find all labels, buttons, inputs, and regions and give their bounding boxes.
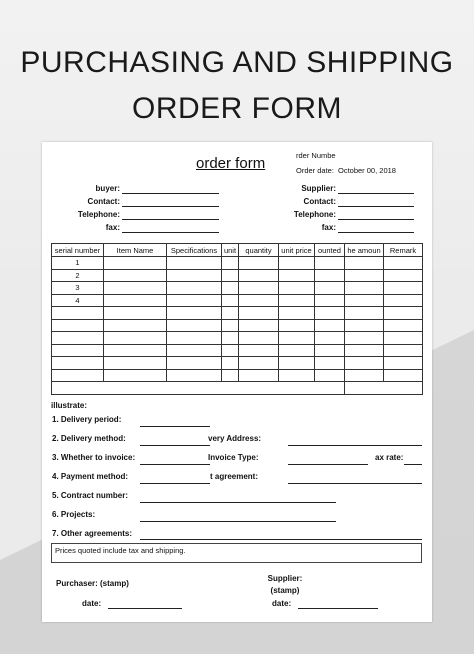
table-cell[interactable] xyxy=(52,307,104,320)
tax-rate-field[interactable] xyxy=(404,464,422,465)
invoice-type-label: Invoice Type: xyxy=(208,453,259,462)
supplier-contact-label: Contact: xyxy=(303,197,336,206)
form-title: order form xyxy=(196,155,266,172)
table-cell[interactable] xyxy=(239,369,279,382)
column-header: serial number xyxy=(52,244,104,257)
table-cell[interactable] xyxy=(167,269,222,282)
table-cell[interactable] xyxy=(239,357,279,370)
table-cell[interactable] xyxy=(345,282,384,295)
table-row xyxy=(52,332,423,345)
table-cell[interactable] xyxy=(167,257,222,270)
table-cell[interactable] xyxy=(167,282,222,295)
table-cell[interactable]: 1 xyxy=(52,257,104,270)
table-cell[interactable] xyxy=(384,269,423,282)
table-cell[interactable] xyxy=(239,282,279,295)
table-cell[interactable] xyxy=(104,319,167,332)
table-cell[interactable] xyxy=(104,307,167,320)
supplier-telephone-field[interactable] xyxy=(338,219,414,220)
table-cell[interactable] xyxy=(279,319,315,332)
table-cell[interactable] xyxy=(315,319,345,332)
supplier-telephone-label: Telephone: xyxy=(293,210,336,219)
table-cell[interactable] xyxy=(345,319,384,332)
table-cell[interactable] xyxy=(315,369,345,382)
tax-rate-label: ax rate: xyxy=(375,453,404,462)
prices-note-text: Prices quoted include tax and shipping. xyxy=(55,546,186,555)
whether-to-invoice-field[interactable] xyxy=(140,464,210,465)
table-cell[interactable] xyxy=(345,307,384,320)
table-cell[interactable] xyxy=(52,344,104,357)
table-cell[interactable] xyxy=(104,269,167,282)
column-header: unit xyxy=(222,244,239,257)
table-cell[interactable] xyxy=(104,357,167,370)
table-row xyxy=(52,307,423,320)
column-header: Item Name xyxy=(104,244,167,257)
agreement-label: t agreement: xyxy=(210,472,259,481)
delivery-period-label: 1. Delivery period: xyxy=(52,415,122,424)
supplier-label: Supplier: xyxy=(301,184,336,193)
order-number-label: rder Numbe xyxy=(296,151,336,160)
table-cell[interactable] xyxy=(345,369,384,382)
supplier-stamp-label-2: (stamp) xyxy=(270,586,300,595)
table-cell[interactable] xyxy=(384,357,423,370)
table-row xyxy=(52,257,423,270)
total-value-cell[interactable] xyxy=(345,382,423,395)
column-header: Remark xyxy=(384,244,423,257)
table-cell[interactable] xyxy=(222,294,239,307)
table-cell[interactable] xyxy=(222,357,239,370)
purchaser-date-label: date: xyxy=(82,599,102,608)
table-cell[interactable] xyxy=(279,369,315,382)
supplier-fax-label: fax: xyxy=(321,223,336,232)
buyer-contact-label: Contact: xyxy=(87,197,120,206)
illustrate-label: illustrate: xyxy=(51,401,88,410)
delivery-address-label: very Address: xyxy=(208,434,262,443)
buyer-field[interactable] xyxy=(122,193,219,194)
table-cell[interactable] xyxy=(239,307,279,320)
invoice-type-field[interactable] xyxy=(288,464,368,465)
column-header: unit price xyxy=(279,244,315,257)
table-cell[interactable] xyxy=(167,344,222,357)
table-cell[interactable]: 3 xyxy=(52,282,104,295)
table-cell[interactable] xyxy=(104,282,167,295)
table-cell[interactable] xyxy=(315,307,345,320)
table-cell[interactable] xyxy=(384,282,423,295)
table-cell[interactable] xyxy=(239,319,279,332)
order-date-label: Order date: xyxy=(296,166,334,175)
contract-number-label: 5. Contract number: xyxy=(52,491,129,500)
table-cell[interactable] xyxy=(315,282,345,295)
table-cell[interactable] xyxy=(52,319,104,332)
order-date-value: October 00, 2018 xyxy=(338,166,396,175)
table-cell[interactable]: 2 xyxy=(52,269,104,282)
whether-to-invoice-label: 3. Whether to invoice: xyxy=(52,453,136,462)
table-cell[interactable] xyxy=(167,369,222,382)
table-cell[interactable] xyxy=(222,369,239,382)
table-cell[interactable] xyxy=(315,332,345,345)
table-cell[interactable] xyxy=(315,357,345,370)
buyer-fax-label: fax: xyxy=(105,223,120,232)
table-cell[interactable] xyxy=(239,332,279,345)
total-label-cell xyxy=(52,382,345,395)
table-cell[interactable] xyxy=(384,369,423,382)
buyer-contact-field[interactable] xyxy=(122,206,219,207)
table-cell[interactable] xyxy=(222,257,239,270)
buyer-fax-field[interactable] xyxy=(122,232,219,233)
supplier-date-field[interactable] xyxy=(298,608,378,609)
table-cell[interactable] xyxy=(279,344,315,357)
table-cell[interactable] xyxy=(104,369,167,382)
projects-label: 6. Projects: xyxy=(52,510,96,519)
table-row xyxy=(52,344,423,357)
table-cell[interactable] xyxy=(222,307,239,320)
table-cell[interactable] xyxy=(279,332,315,345)
table-cell[interactable] xyxy=(384,307,423,320)
payment-method-label: 4. Payment method: xyxy=(52,472,129,481)
table-cell[interactable] xyxy=(167,332,222,345)
table-cell[interactable] xyxy=(384,332,423,345)
other-agreements-label: 7. Other agreements: xyxy=(52,529,133,538)
projects-field[interactable] xyxy=(140,521,336,522)
table-cell[interactable] xyxy=(315,257,345,270)
table-row xyxy=(52,269,423,282)
table-header-row xyxy=(52,244,423,257)
table-row xyxy=(52,294,423,307)
table-cell[interactable] xyxy=(315,269,345,282)
table-cell[interactable] xyxy=(279,269,315,282)
table-cell[interactable] xyxy=(104,294,167,307)
agreement-field[interactable] xyxy=(288,483,422,484)
table-cell[interactable] xyxy=(167,307,222,320)
column-header: quantity xyxy=(239,244,279,257)
supplier-date-label: date: xyxy=(272,599,292,608)
table-cell[interactable] xyxy=(52,369,104,382)
table-cell[interactable] xyxy=(52,357,104,370)
buyer-telephone-field[interactable] xyxy=(122,219,219,220)
table-cell[interactable] xyxy=(167,294,222,307)
table-cell[interactable] xyxy=(222,332,239,345)
table-row xyxy=(52,357,423,370)
other-agreements-field[interactable] xyxy=(140,539,422,540)
table-cell[interactable] xyxy=(222,344,239,357)
table-cell[interactable] xyxy=(384,294,423,307)
table-cell[interactable] xyxy=(279,307,315,320)
purchaser-stamp-label: Purchaser: (stamp) xyxy=(56,579,129,588)
column-header: Specifications xyxy=(167,244,222,257)
delivery-address-field[interactable] xyxy=(288,445,422,446)
table-cell[interactable] xyxy=(239,344,279,357)
table-row xyxy=(52,369,423,382)
table-cell[interactable] xyxy=(104,344,167,357)
total-row xyxy=(52,382,423,395)
table-cell[interactable] xyxy=(345,294,384,307)
column-header: he amoun xyxy=(345,244,384,257)
purchaser-date-field[interactable] xyxy=(108,608,182,609)
supplier-stamp-label-1: Supplier: xyxy=(267,574,303,583)
table-cell[interactable] xyxy=(279,357,315,370)
buyer-label: buyer: xyxy=(95,184,120,193)
table-cell[interactable]: 4 xyxy=(52,294,104,307)
supplier-contact-field[interactable] xyxy=(338,206,414,207)
table-cell[interactable] xyxy=(315,294,345,307)
delivery-method-label: 2. Delivery method: xyxy=(52,434,126,443)
supplier-field[interactable] xyxy=(338,193,414,194)
table-cell[interactable] xyxy=(345,257,384,270)
table-cell[interactable] xyxy=(239,257,279,270)
supplier-fax-field[interactable] xyxy=(338,232,414,233)
table-cell[interactable] xyxy=(222,269,239,282)
table-cell[interactable] xyxy=(384,257,423,270)
table-cell[interactable] xyxy=(279,257,315,270)
table-cell[interactable] xyxy=(52,332,104,345)
items-table xyxy=(51,243,423,395)
table-cell[interactable] xyxy=(167,319,222,332)
table-cell[interactable] xyxy=(384,344,423,357)
table-cell[interactable] xyxy=(104,257,167,270)
table-cell[interactable] xyxy=(384,319,423,332)
contract-number-field[interactable] xyxy=(140,502,336,503)
table-cell[interactable] xyxy=(345,357,384,370)
table-cell[interactable] xyxy=(222,319,239,332)
table-cell[interactable] xyxy=(345,269,384,282)
buyer-telephone-label: Telephone: xyxy=(77,210,120,219)
table-cell[interactable] xyxy=(239,269,279,282)
table-cell[interactable] xyxy=(345,332,384,345)
table-cell[interactable] xyxy=(222,282,239,295)
table-row xyxy=(52,319,423,332)
table-cell[interactable] xyxy=(167,357,222,370)
column-header: ounted xyxy=(315,244,345,257)
table-cell[interactable] xyxy=(345,344,384,357)
table-cell[interactable] xyxy=(239,294,279,307)
delivery-method-field[interactable] xyxy=(140,445,210,446)
payment-method-field[interactable] xyxy=(140,483,210,484)
table-cell[interactable] xyxy=(279,294,315,307)
table-row xyxy=(52,282,423,295)
table-cell[interactable] xyxy=(315,344,345,357)
delivery-period-field[interactable] xyxy=(140,426,210,427)
headline-line-2: ORDER FORM xyxy=(132,92,342,125)
table-cell[interactable] xyxy=(279,282,315,295)
order-form-sheet xyxy=(42,142,432,622)
headline-line-1: PURCHASING AND SHIPPING xyxy=(20,46,454,79)
prices-note-box xyxy=(51,543,422,563)
table-cell[interactable] xyxy=(104,332,167,345)
